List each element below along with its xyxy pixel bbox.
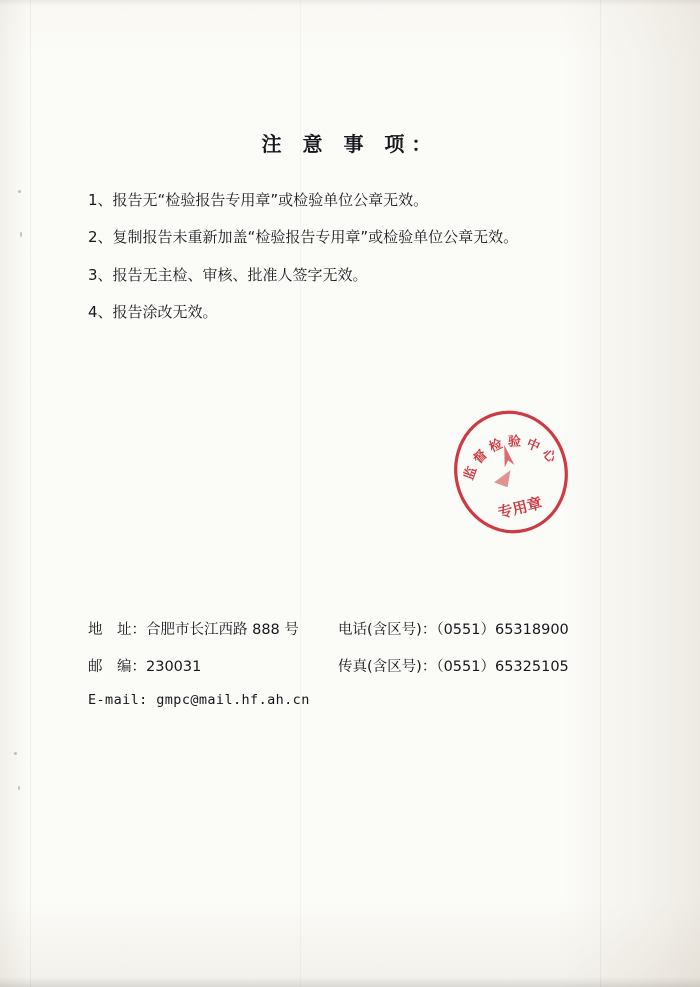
fax-label: 传真(含区号)： bbox=[338, 659, 437, 675]
note-item-4: 4、报告涂改无效。 bbox=[88, 302, 218, 321]
contact-row-postcode bbox=[88, 655, 628, 676]
phone-field bbox=[338, 618, 569, 639]
postcode-field bbox=[88, 655, 338, 676]
phone-label: 电话(含区号)： bbox=[338, 622, 437, 638]
email-label: E-mail: bbox=[88, 692, 148, 708]
contact-block bbox=[88, 618, 628, 724]
note-item-2: 2、复制报告未重新加盖“检验报告专用章”或检验单位公章无效。 bbox=[88, 228, 519, 247]
phone-value: （0551）65318900 bbox=[436, 622, 569, 638]
note-item-3: 3、报告无主检、审核、批准人签字无效。 bbox=[88, 265, 368, 284]
note-item-1: 1、报告无“检验报告专用章”或检验单位公章无效。 bbox=[88, 191, 429, 209]
page-title: 注 意 事 项： bbox=[261, 132, 439, 156]
email-value: gmpc@mail.hf.ah.cn bbox=[156, 692, 310, 708]
address-field bbox=[88, 618, 338, 639]
postcode-label: 邮 编： bbox=[88, 659, 146, 675]
notes-list bbox=[88, 190, 628, 339]
address-value: 合肥市长江西路 888 号 bbox=[146, 622, 299, 638]
seal-bottom-text: 专用章 bbox=[495, 493, 544, 523]
contact-row-address bbox=[88, 618, 628, 639]
address-label: 地 址： bbox=[88, 622, 146, 638]
contact-row-email bbox=[88, 692, 628, 708]
fax-value: （0551）65325105 bbox=[436, 659, 569, 675]
official-seal-stamp bbox=[438, 396, 583, 549]
postcode-value: 230031 bbox=[146, 659, 202, 675]
fax-field bbox=[338, 655, 569, 676]
seal-top-text: 监 督 检 验 中 心 bbox=[461, 434, 559, 483]
